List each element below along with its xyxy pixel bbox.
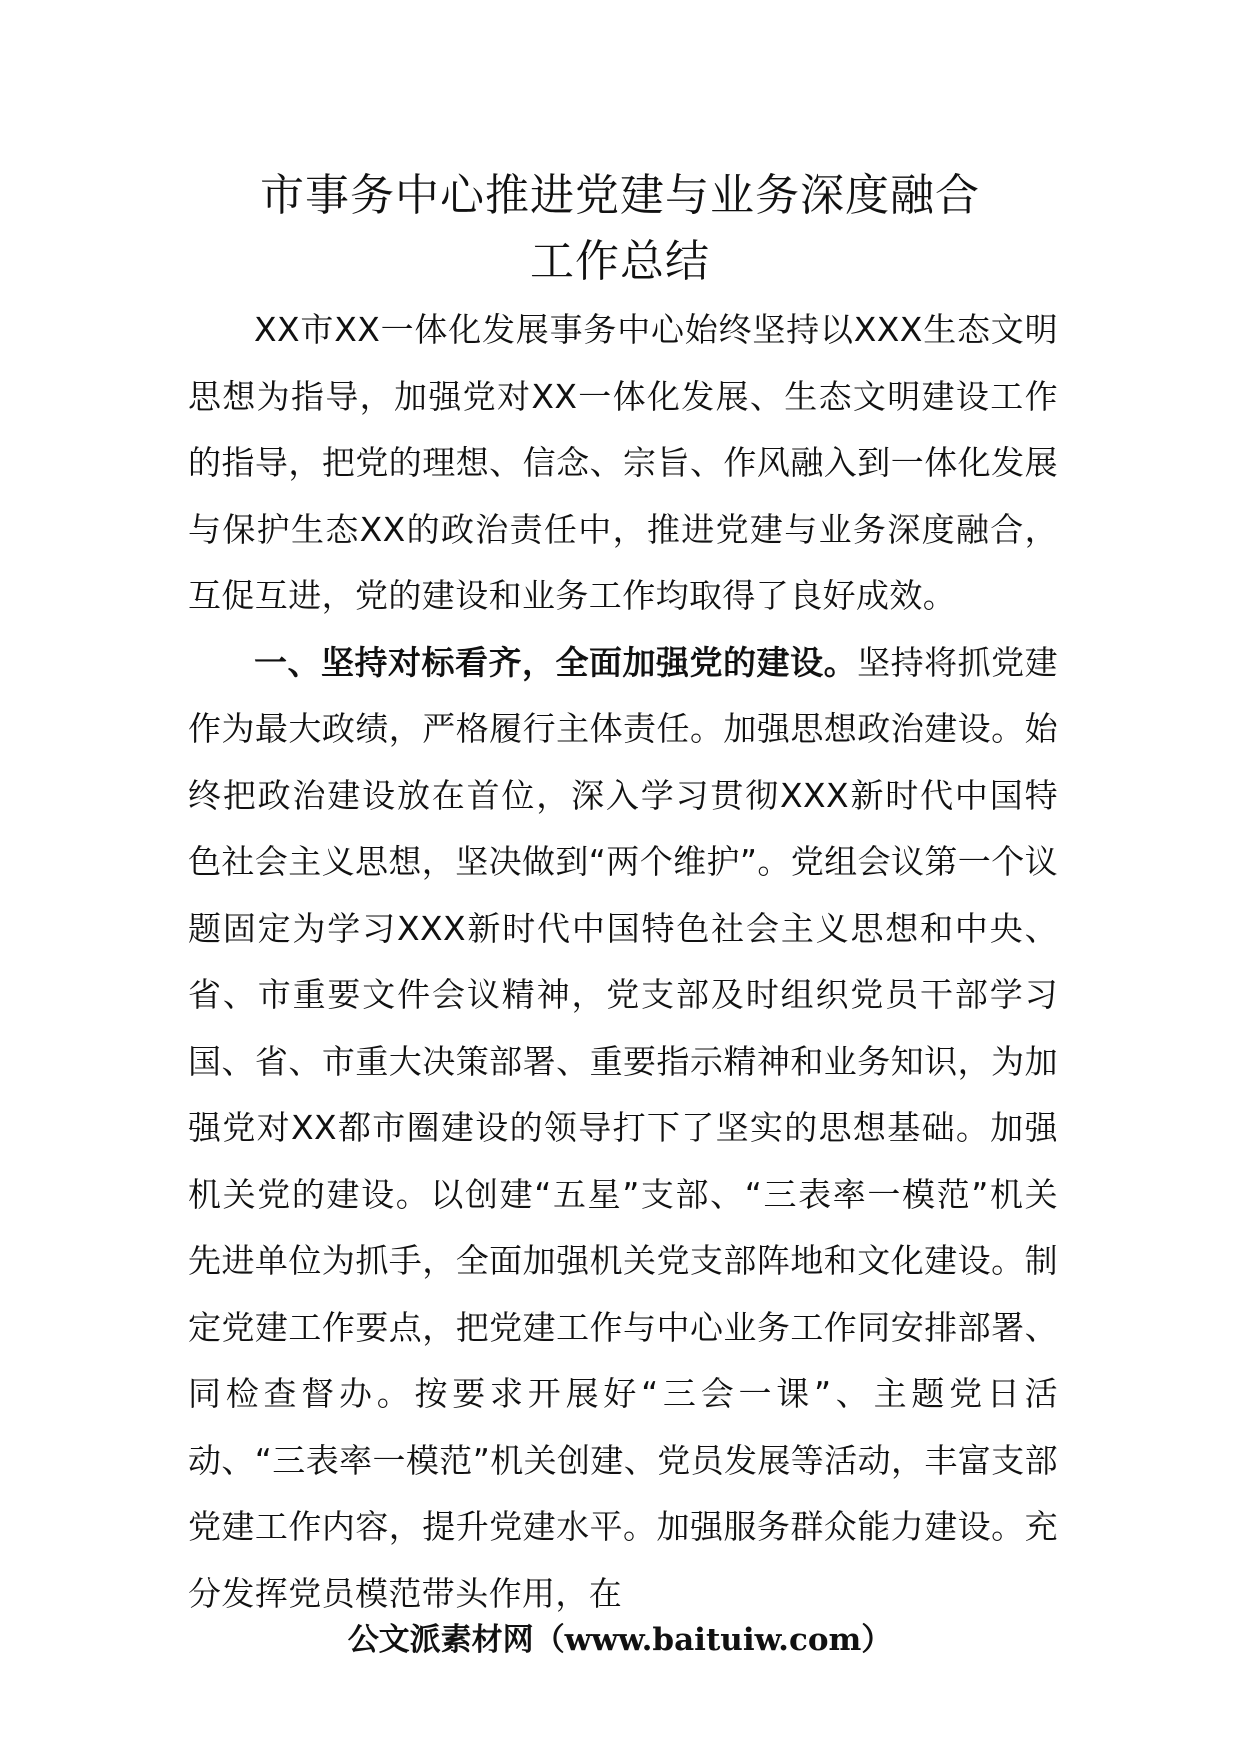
intro-paragraph [188, 297, 1058, 630]
watermark-footer [0, 1620, 1240, 1660]
section-1-heading: 一、坚持对标看齐，全面加强党的建设。 [254, 642, 858, 682]
document-body [188, 297, 1058, 1627]
section-1-paragraph [188, 630, 1058, 1628]
footer-site-name: 公文派素材网 [347, 1622, 534, 1658]
document-title-line-2: 工作总结 [530, 236, 710, 287]
document-title-line-1: 市事务中心推进党建与业务深度融合 [260, 170, 980, 221]
footer-url: （www.baituiw.com） [533, 1622, 893, 1658]
intro-paragraph-text: XX市XX一体化发展事务中心始终坚持以XXX生态文明思想为指导，加强党对XX一体化发展、生态文明建设工作的指导，把党的理想、信念、宗旨、作风融入到一体化发展与保护生态XX的政治责任中，推进党建与业务深度融合，互促互进，党的建设和业务工作均取得了良好成效。 [188, 310, 1058, 615]
section-1-text: 坚持将抓党建作为最大政绩，严格履行主体责任。加强思想政治建设。始终把政治建设放在首位，深入学习贯彻XXX新时代中国特色社会主义思想，坚决做到“两个维护”。党组会议第一个议题固定为学习XXX新时代中国特色社会主义思想和中央、省、市重要文件会议精神，党支部及时组织党员干部学习国、省、市重大决策部署、重要指示精神和业务知识，为加强党对XX都市圈建设的领导打下了坚实的思想基础。加强机关党的建设。以创建“五星”支部、“三表率一模范”机关先进单位为抓手，全面加强机关党支部阵地和文化建设。制定党建工作要点，把党建工作与中心业务工作同安排部署、同检查督办。按要求开展好“三会一课”、主题党日活动、“三表率一模范”机关创建、党员发展等活动，丰富支部党建工作内容，提升党建水平。加强服务群众能力建设。充分发挥党员模范带头作用，在 [188, 642, 1058, 1613]
